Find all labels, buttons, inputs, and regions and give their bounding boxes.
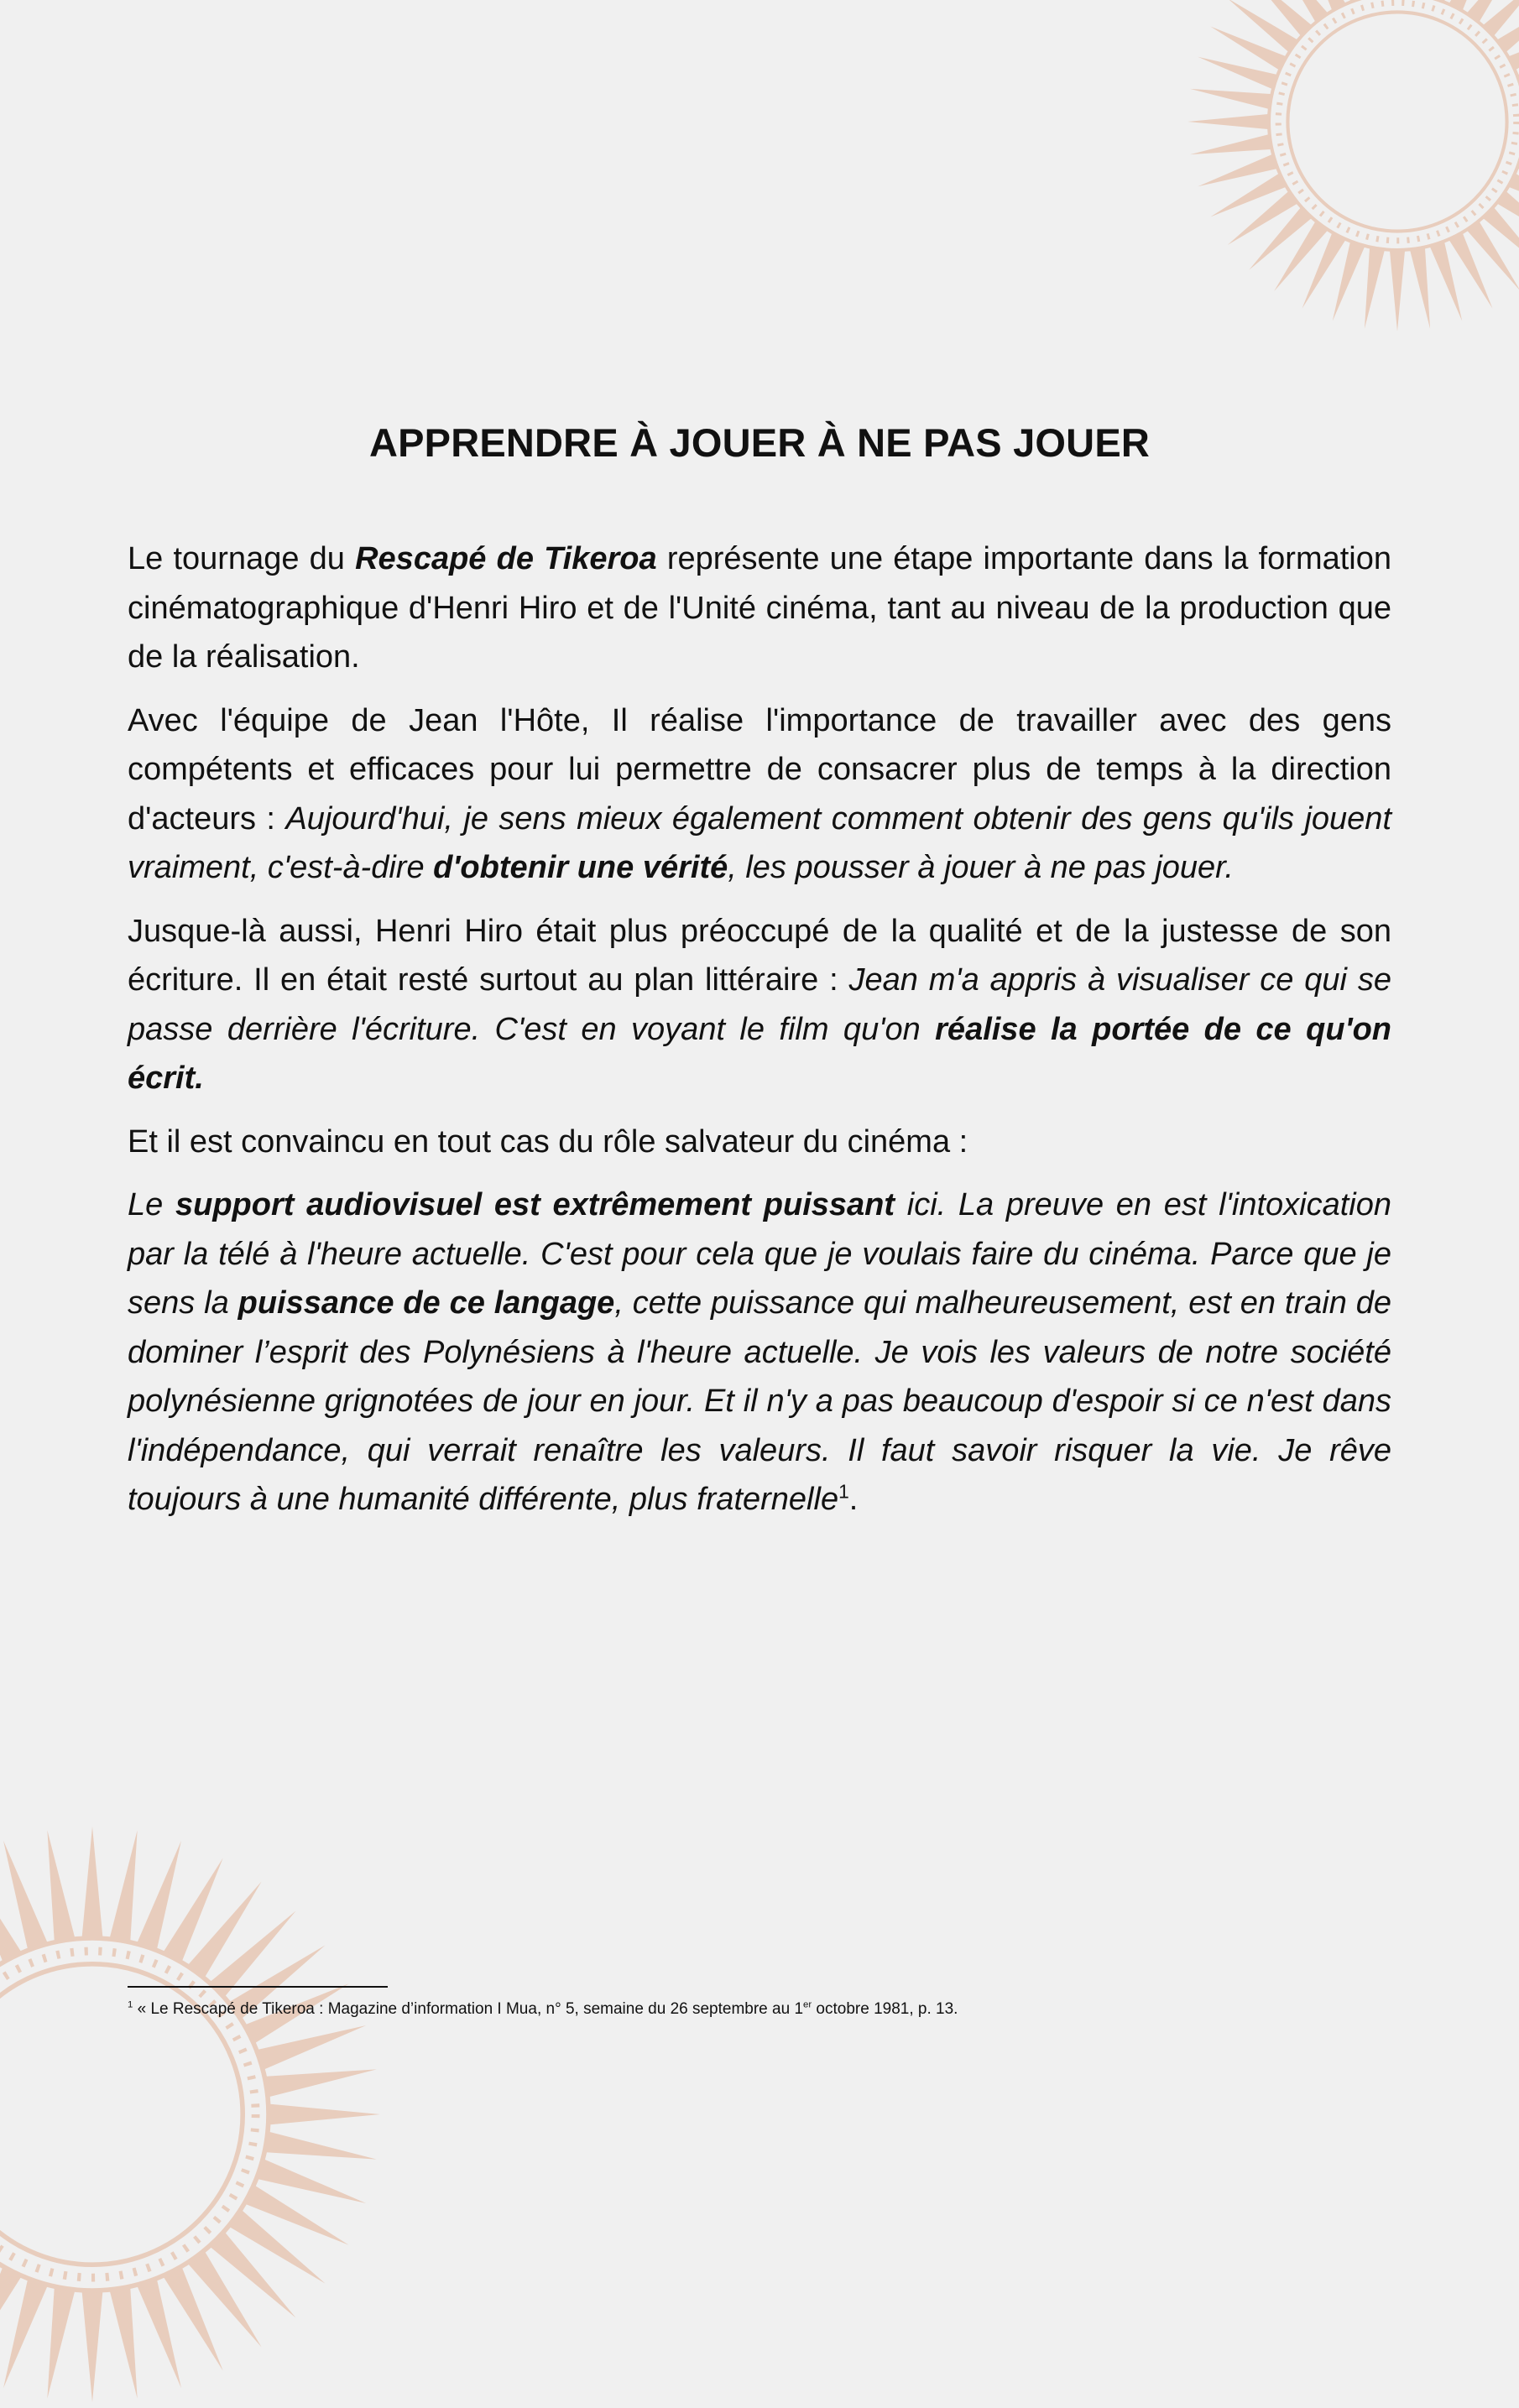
text-run: Avec l'équipe de Jean l'Hôte, Il réalise l'importance de travailler avec des gens compétents et efficaces pour lui permettre de consacrer plus de temps à la direction d'acteurs : (128, 702, 1391, 837)
sun-spike (109, 1830, 137, 1942)
text-run: Jusque-là aussi, Henri Hiro était plus préoccupé de la qualité et de la justesse de son écriture. Il en était resté surtout au plan littéraire : (128, 913, 1391, 998)
text-run: Aujourd'hui, je sens mieux également comment obtenir des gens qu'ils jouent vraiment, c'est-à-dire (128, 800, 1391, 885)
sun-spike (1365, 247, 1385, 328)
text-run: Et il est convaincu en tout cas du rôle salvateur du cinéma : (128, 1123, 968, 1160)
sun-spike (1430, 241, 1463, 321)
text-run: support audiovisuel est extrêmement puissant (175, 1187, 895, 1222)
sun-ring (1287, 12, 1506, 231)
sun-spike (1190, 134, 1271, 154)
sun-spike (1188, 114, 1269, 129)
sun-spike (137, 1841, 181, 1951)
paragraph (128, 534, 1391, 682)
sun-spike (209, 1910, 295, 1997)
sun-spike (3, 1841, 48, 1951)
paragraph (128, 907, 1391, 1103)
footnote-marker: 1 (838, 1480, 849, 1503)
sun-spike (1198, 154, 1277, 187)
sun-ornament-icon (0, 1821, 386, 2408)
sun-spike (47, 1830, 75, 1942)
sun-spike (137, 2278, 181, 2388)
paragraph (128, 1118, 1391, 1167)
text-run: Rescapé de Tikeroa (355, 541, 657, 576)
text-run: , cette puissance qui malheureusement, est en train de dominer l’esprit des Polynésiens à l'heure actuelle. Je vois les valeurs de notre société polynésienne grignotées de jour en jour. Et il n'y a pas beaucoup d'espoir si ce n'est dans l'indépendance, qui verrait renaître les valeurs. Il faut savoir risquer la vie. Je rêve toujours à une humanité différente, plus fraternelle (128, 1285, 1391, 1517)
text-run: . (848, 1482, 859, 1517)
sun-spike (1198, 57, 1277, 90)
text-run: réalise la portée de ce qu'on écrit. (128, 1011, 1391, 1096)
text-run: octobre 1981, p. 13. (812, 2000, 958, 2018)
footnote-divider (128, 1986, 388, 1988)
footnote-marker: 1 (128, 1999, 133, 2010)
footnote-marker: er (803, 1999, 812, 2010)
sun-spike (264, 2069, 377, 2097)
text-run: Le (128, 1187, 175, 1222)
sun-spike (3, 2278, 48, 2388)
paragraph (128, 1181, 1391, 1525)
body-text (128, 534, 1391, 1539)
text-run: représente une étape importante dans la formation cinématographique d'Henri Hiro et de l'Unité cinéma, tant au niveau de la production que de la réalisation. (128, 541, 1391, 675)
sun-spike (1390, 250, 1405, 331)
sun-ornament-icon (1183, 0, 1519, 336)
text-run: Le tournage du (128, 541, 356, 576)
sun-spike (256, 2159, 366, 2203)
footnote (128, 1999, 1386, 2020)
sun-dot-ring (1278, 3, 1516, 241)
paragraph (128, 696, 1391, 893)
sun-spike (1333, 241, 1365, 321)
sun-spike (47, 2286, 75, 2399)
sun-spike (81, 2291, 102, 2402)
sun-spike (264, 2131, 377, 2159)
text-run: « Le Rescapé de Tikeroa : Magazine d’information I Mua, n° 5, semaine du 26 septembre au 1 (133, 2000, 804, 2018)
sun-spike (1190, 89, 1271, 109)
sun-spike (1249, 207, 1312, 270)
page-title: APPRENDRE À JOUER À NE PAS JOUER (368, 420, 1151, 465)
text-run: ici. La preuve en est l'intoxication par la télé à l'heure actuelle. C'est pour cela que je voulais faire du cinéma. Parce que je sens la (128, 1187, 1391, 1321)
sun-spike (109, 2286, 137, 2399)
text-run: Jean m'a appris à visualiser ce qui se passe derrière l'écriture. C'est en voyant le film qu'on (128, 962, 1391, 1047)
sun-ring (1269, 0, 1519, 250)
sun-spike (269, 2103, 380, 2124)
text-run: puissance de ce langage (238, 1285, 615, 1321)
sun-spike (81, 1827, 102, 1938)
sun-spike (1410, 247, 1430, 328)
text-run: d'obtenir une vérité (433, 850, 728, 885)
sun-spike (209, 2231, 295, 2317)
text-run: , les pousser à jouer à ne pas jouer. (728, 850, 1234, 885)
sun-spike (256, 2025, 366, 2070)
